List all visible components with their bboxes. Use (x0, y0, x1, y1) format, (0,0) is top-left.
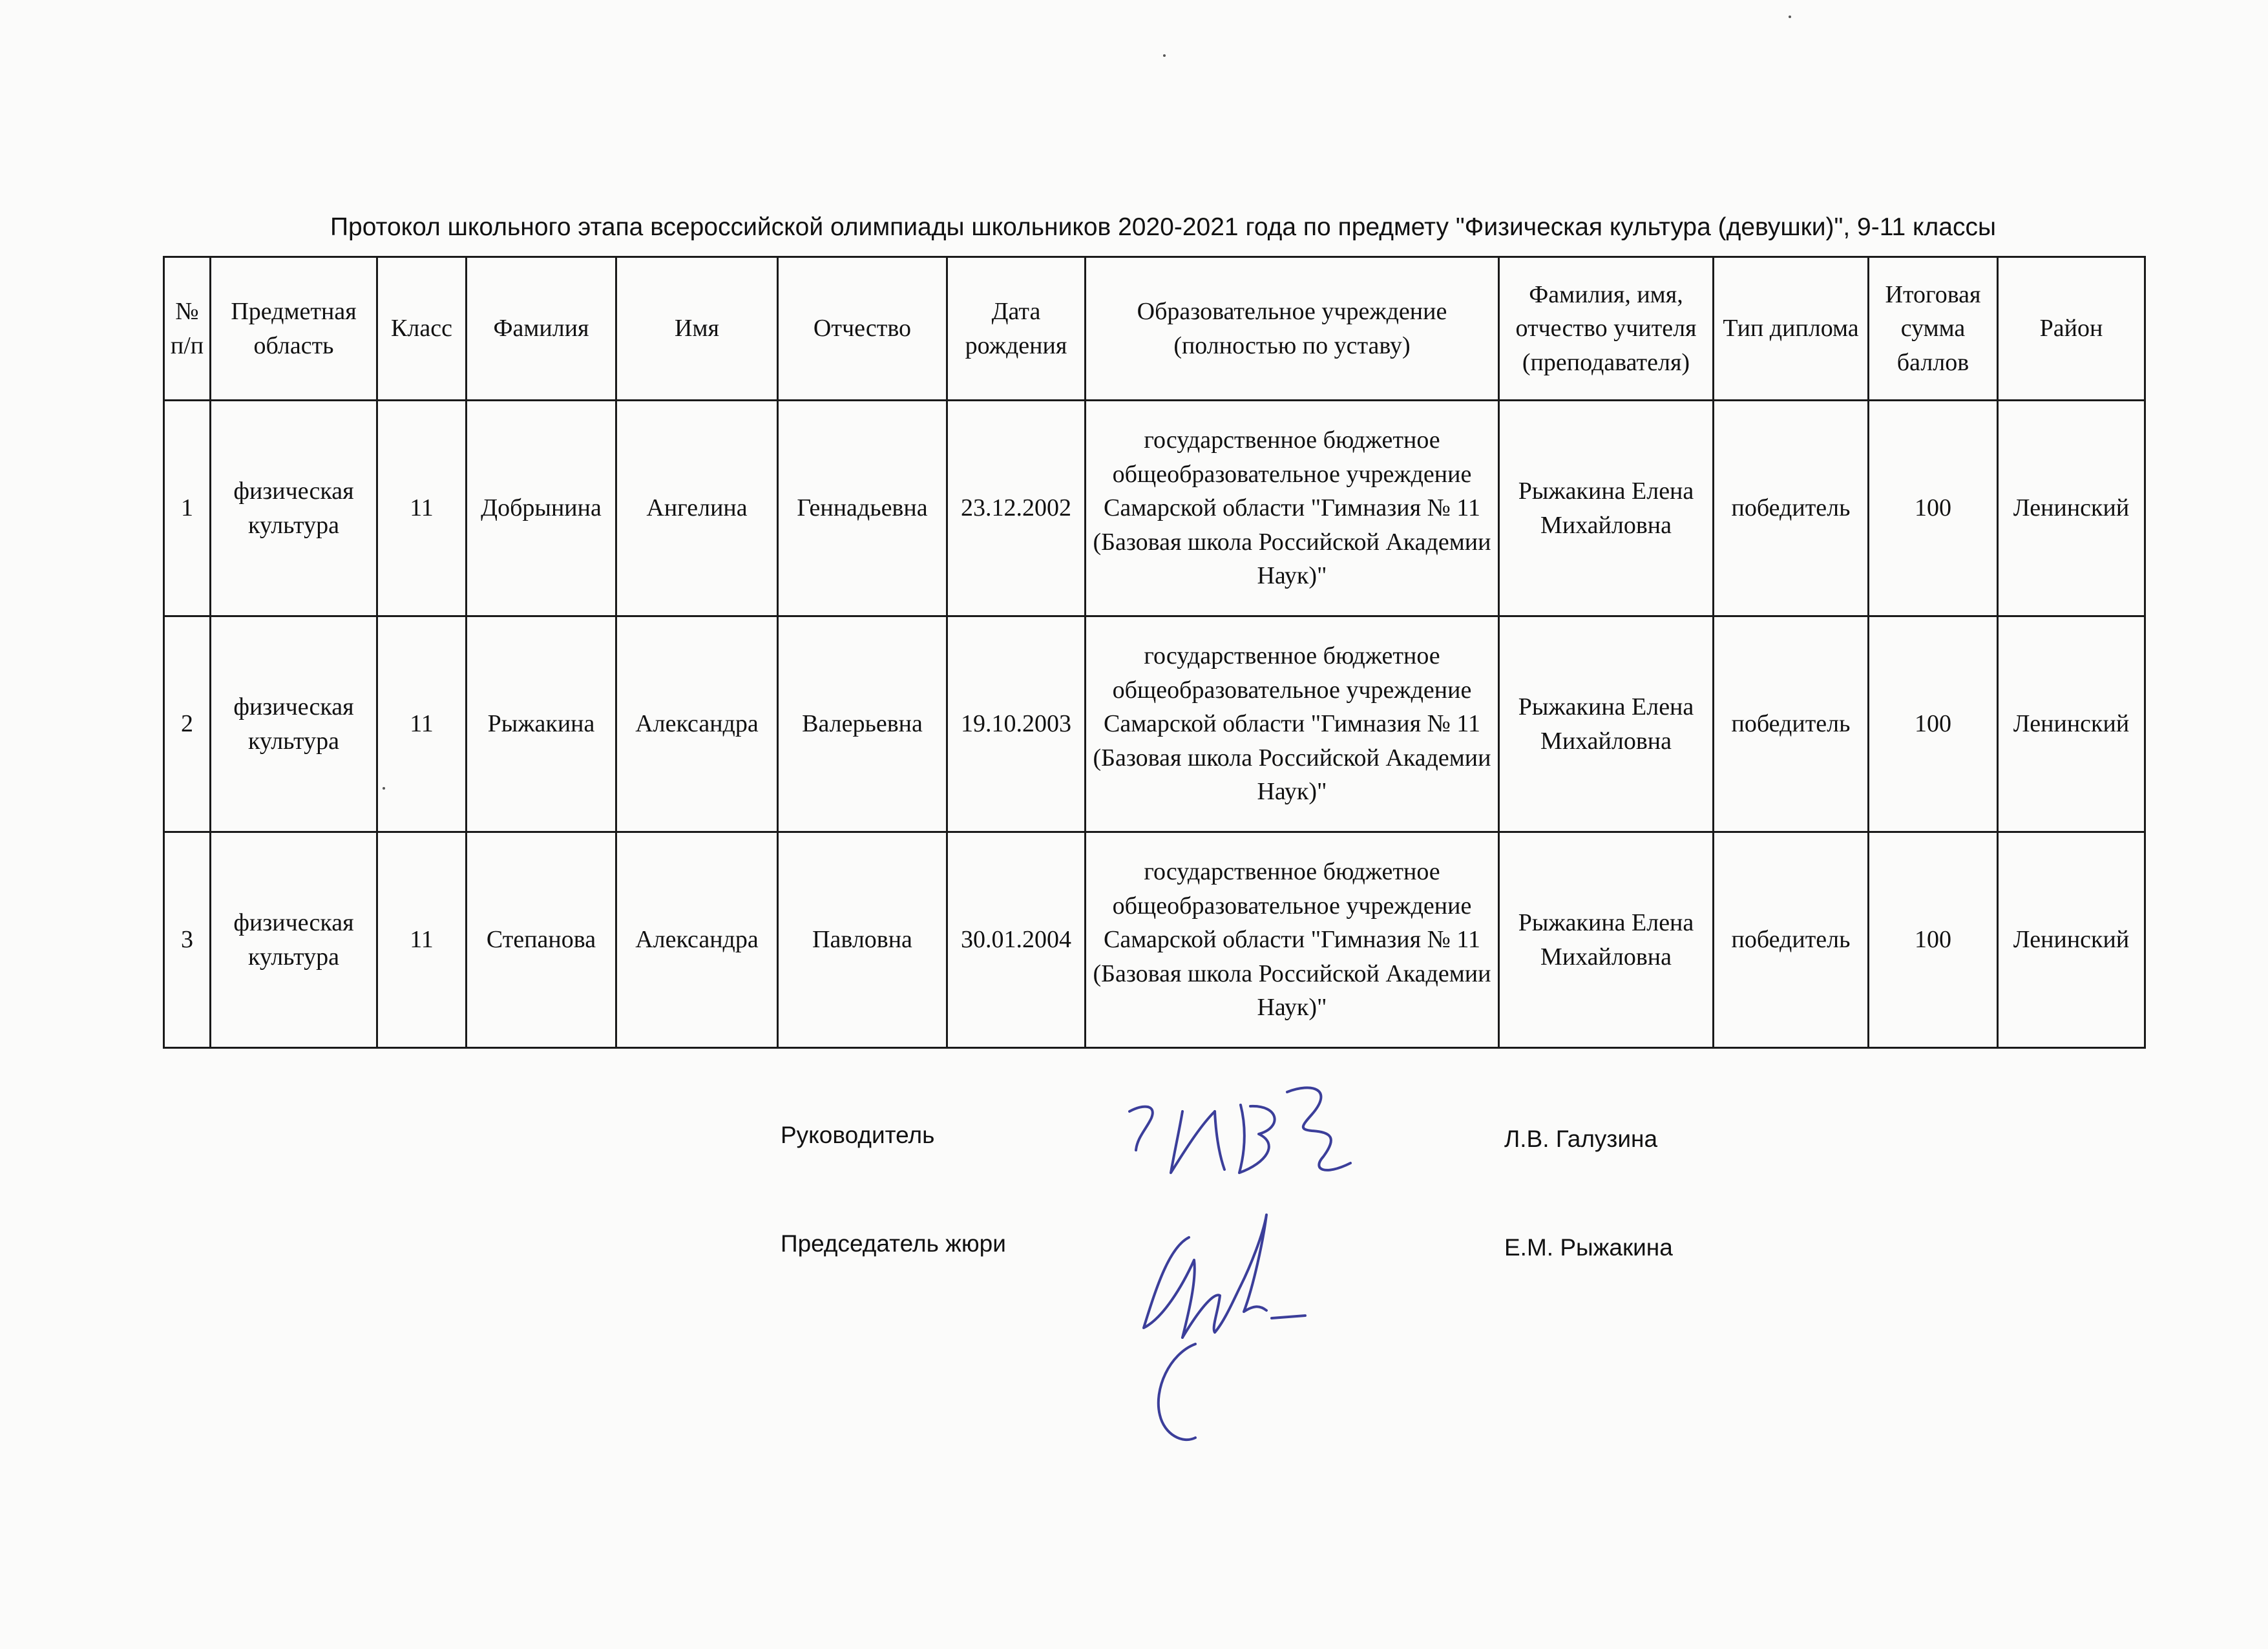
jury-chair-role-label: Председатель жюри (781, 1230, 1006, 1257)
header-subject: Предметная область (211, 257, 377, 401)
cell-num: 1 (164, 401, 211, 616)
header-num: № п/п (164, 257, 211, 401)
cell-grade: 11 (377, 616, 467, 832)
cell-birth-date: 30.01.2004 (947, 832, 1086, 1048)
table-row (164, 401, 2145, 616)
table-header-row (164, 257, 2145, 401)
cell-teacher: Рыжакина Елена Михайловна (1499, 616, 1714, 832)
cell-patronymic: Геннадьевна (778, 401, 947, 616)
scan-speck (1789, 16, 1791, 18)
table-row (164, 616, 2145, 832)
head-signature (1118, 1066, 1389, 1195)
cell-first-name: Александра (616, 616, 778, 832)
header-patronymic: Отчество (778, 257, 947, 401)
header-last-name: Фамилия (467, 257, 616, 401)
cell-first-name: Александра (616, 832, 778, 1048)
cell-school: государственное бюджетное общеобразовательное учреждение Самарской области "Гимназия № 11 (Базовая школа Российской Академии Наук)" (1086, 616, 1499, 832)
cell-teacher: Рыжакина Елена Михайловна (1499, 832, 1714, 1048)
cell-diploma: победитель (1714, 401, 1869, 616)
header-score: Итоговая сумма баллов (1869, 257, 1998, 401)
header-teacher: Фамилия, имя, отчество учителя (преподавателя) (1499, 257, 1714, 401)
cell-diploma: победитель (1714, 832, 1869, 1048)
cell-school: государственное бюджетное общеобразовательное учреждение Самарской области "Гимназия № 11 (Базовая школа Российской Академии Наук)" (1086, 832, 1499, 1048)
scan-speck (1163, 54, 1166, 57)
cell-subject: физическая культура (211, 401, 377, 616)
cell-grade: 11 (377, 832, 467, 1048)
table-row (164, 832, 2145, 1048)
scan-speck (383, 787, 385, 790)
cell-diploma: победитель (1714, 616, 1869, 832)
cell-grade: 11 (377, 401, 467, 616)
cell-district: Ленинский (1998, 616, 2145, 832)
cell-subject: физическая культура (211, 616, 377, 832)
cell-subject: физическая культура (211, 832, 377, 1048)
head-role-label: Руководитель (781, 1122, 935, 1148)
cell-last-name: Добрынина (467, 401, 616, 616)
cell-birth-date: 23.12.2002 (947, 401, 1086, 616)
cell-district: Ленинский (1998, 401, 2145, 616)
cell-score: 100 (1869, 616, 1998, 832)
cell-last-name: Рыжакина (467, 616, 616, 832)
header-school: Образовательное учреждение (полностью по уставу) (1086, 257, 1499, 401)
header-first-name: Имя (616, 257, 778, 401)
header-grade: Класс (377, 257, 467, 401)
cell-school: государственное бюджетное общеобразовательное учреждение Самарской области "Гимназия № 11 (Базовая школа Российской Академии Наук)" (1086, 401, 1499, 616)
cell-patronymic: Валерьевна (778, 616, 947, 832)
cell-score: 100 (1869, 401, 1998, 616)
cell-num: 3 (164, 832, 211, 1048)
results-table (163, 256, 2146, 1049)
header-diploma: Тип диплома (1714, 257, 1869, 401)
cell-first-name: Ангелина (616, 401, 778, 616)
cell-birth-date: 19.10.2003 (947, 616, 1086, 832)
cell-patronymic: Павловна (778, 832, 947, 1048)
cell-score: 100 (1869, 832, 1998, 1048)
jury-chair-name: Е.М. Рыжакина (1504, 1234, 1673, 1261)
cell-teacher: Рыжакина Елена Михайловна (1499, 401, 1714, 616)
head-name: Л.В. Галузина (1504, 1126, 1658, 1152)
cell-district: Ленинский (1998, 832, 2145, 1048)
cell-last-name: Степанова (467, 832, 616, 1048)
document-title: Протокол школьного этапа всероссийской олимпиады школьников 2020-2021 года по предмету "Физическая культура (девушки)", 9-11 классы (330, 213, 1996, 241)
header-district: Район (1998, 257, 2145, 401)
cell-num: 2 (164, 616, 211, 832)
header-birth-date: Дата рождения (947, 257, 1086, 401)
jury-chair-signature (1105, 1189, 1350, 1467)
